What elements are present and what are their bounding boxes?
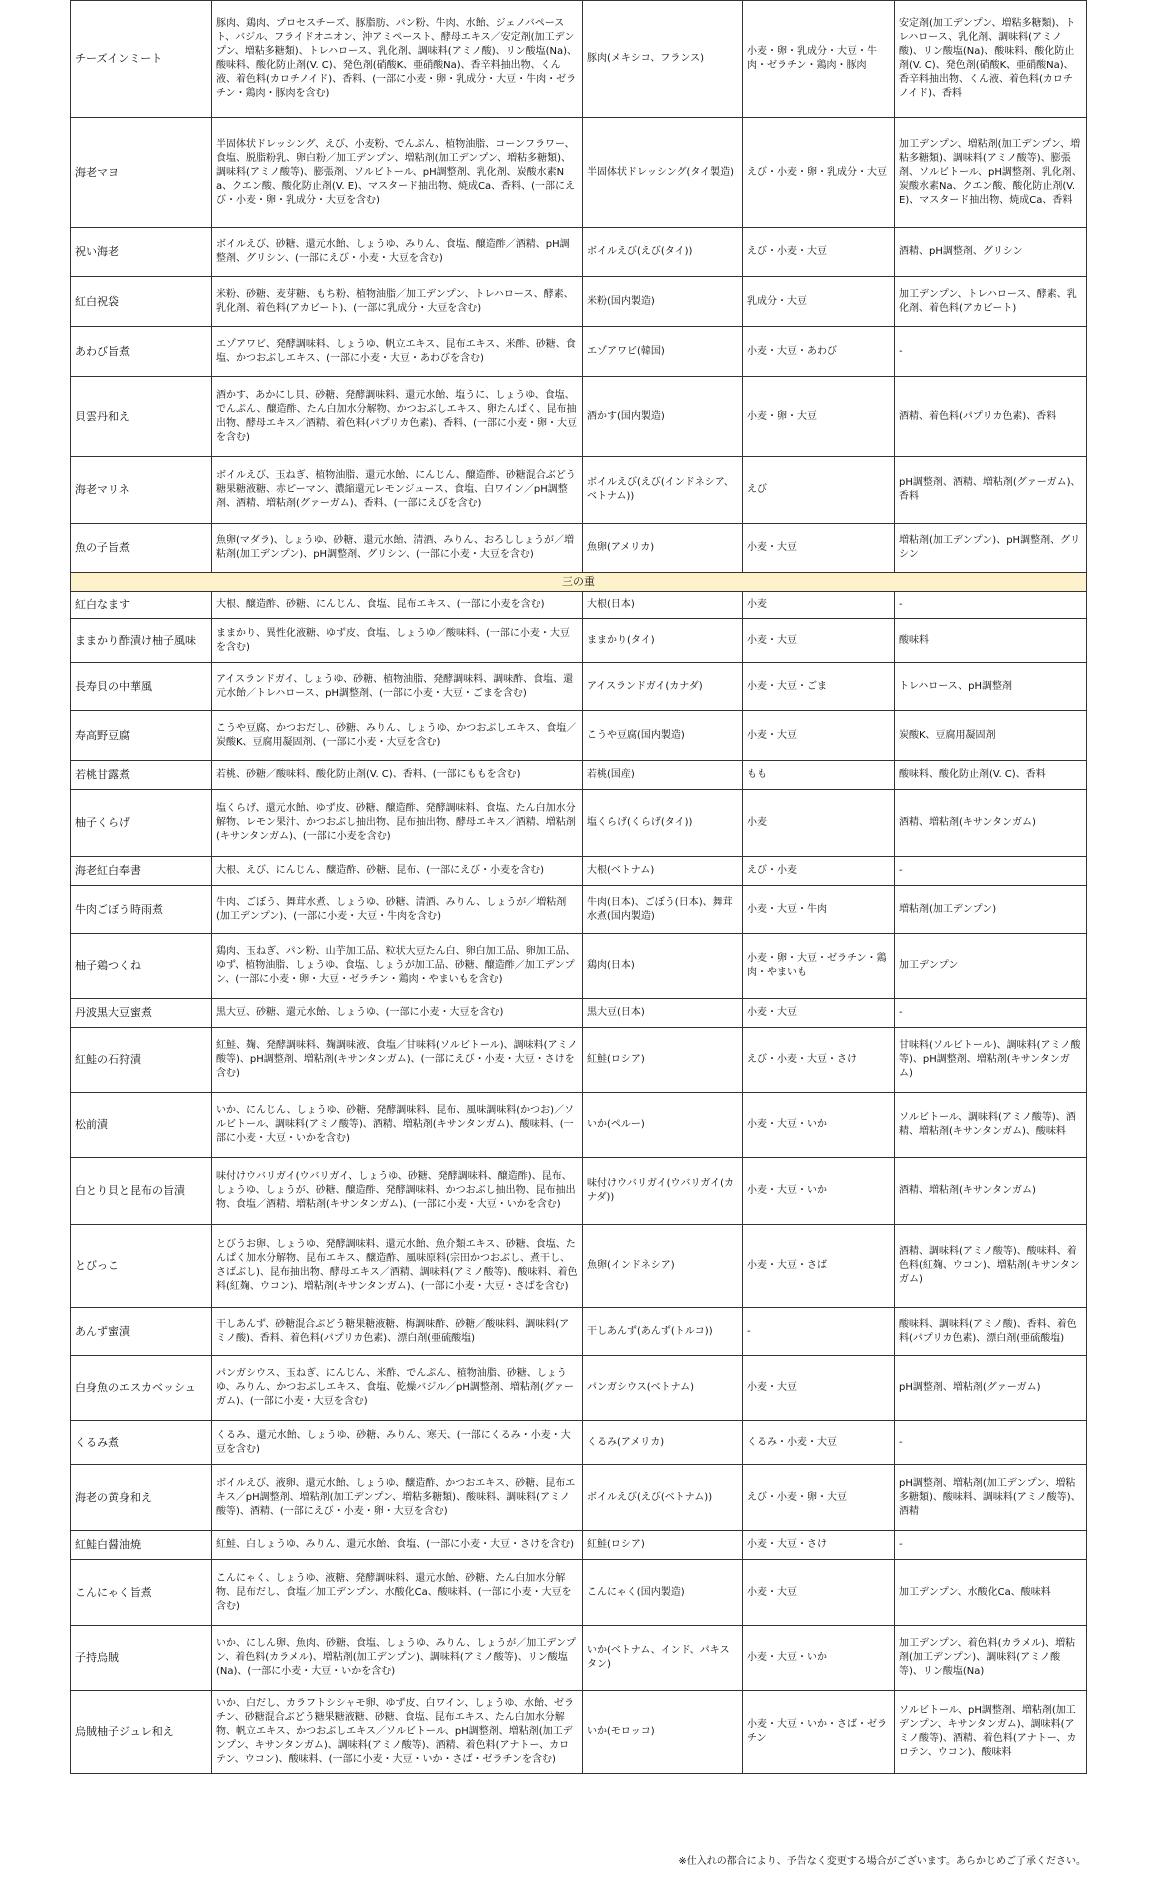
table-row xyxy=(71,1093,1087,1158)
origin-cell: 味付けウバリガイ(ウバリガイ(カナダ)) xyxy=(583,1158,743,1225)
product-name-cell: こんにゃく旨煮 xyxy=(71,1560,212,1626)
product-name-cell: 烏賊柚子ジュレ和え xyxy=(71,1691,212,1774)
origin-cell: エゾアワビ(韓国) xyxy=(583,327,743,377)
allergens-cell: えび xyxy=(743,457,895,524)
footnote: ※仕入れの都合により、予告なく変更する場合がございます。あらかじめご了承ください。 xyxy=(678,1856,1086,1867)
allergens-cell: 小麦・卵・乳成分・大豆・牛肉・ゼラチン・鶏肉・豚肉 xyxy=(743,1,895,118)
origin-cell: 魚卵(インドネシア) xyxy=(583,1225,743,1308)
additives-cell: 加工デンプン、水酸化Ca、酸味料 xyxy=(895,1560,1087,1626)
allergens-cell: 小麦・大豆 xyxy=(743,619,895,663)
product-name-cell: 魚の子旨煮 xyxy=(71,524,212,573)
origin-cell: 干しあんず(あんず(トルコ)) xyxy=(583,1308,743,1356)
origin-cell: パンガシウス(ベトナム) xyxy=(583,1356,743,1421)
additives-cell: 増粘剤(加工デンプン)、pH調整剤、グリシン xyxy=(895,524,1087,573)
product-name-cell: 白身魚のエスカベッシュ xyxy=(71,1356,212,1421)
table-row xyxy=(71,886,1087,934)
origin-cell: 魚卵(アメリカ) xyxy=(583,524,743,573)
additives-cell: 酸味料、酸化防止剤(V. C)、香料 xyxy=(895,761,1087,790)
table-row xyxy=(71,1225,1087,1308)
allergens-cell: 小麦・大豆 xyxy=(743,711,895,761)
allergens-cell: 小麦・大豆・あわび xyxy=(743,327,895,377)
ingredients-cell: いか、白だし、カラフトシシャモ卵、ゆず皮、白ワイン、しょうゆ、水飴、ゼラチン、砂糖混合ぶどう糖果糖液糖、砂糖、食塩、昆布エキス、たん白加水分解物、帆立エキス、かつおぶしエキス／ソルビトール、pH調整剤、増粘剤(加工デンプン、キサンタンガム)、調味料(アミノ酸等)、酒精、着色料(アナトー、カロテン、ウコン)、酸味料、(一部に小麦・大豆・いか・さば・ゼラチンを含む) xyxy=(212,1691,583,1774)
origin-cell: 大根(ベトナム) xyxy=(583,857,743,886)
origin-cell: 黒大豆(日本) xyxy=(583,999,743,1028)
additives-cell: 加工デンプン、着色料(カラメル)、増粘剤(加工デンプン)、調味料(アミノ酸等)、リン酸塩(Na) xyxy=(895,1626,1087,1691)
allergens-cell: 小麦・大豆・いか xyxy=(743,1158,895,1225)
product-name-cell: あんず蜜漬 xyxy=(71,1308,212,1356)
product-name-cell: ままかり酢漬け柚子風味 xyxy=(71,619,212,663)
table-row xyxy=(71,1308,1087,1356)
allergens-cell: えび・小麦・卵・大豆 xyxy=(743,1465,895,1531)
table-row xyxy=(71,1158,1087,1225)
origin-cell: 酒かす(国内製造) xyxy=(583,377,743,457)
table-row xyxy=(71,1028,1087,1093)
ingredients-cell: とびうお卵、しょうゆ、発酵調味料、還元水飴、魚介類エキス、砂糖、食塩、たんぱく加水分解物、昆布エキス、醸造酢、風味原料(宗田かつおぶし、煮干し、さばぶし)、昆布抽出物、酵母エキス／酒精、調味料(アミノ酸等)、酸味料、着色料(紅麹、ウコン)、増粘剤(キサンタンガム)、(一部に小麦・大豆・さばを含む) xyxy=(212,1225,583,1308)
ingredients-cell: パンガシウス、玉ねぎ、にんじん、米酢、でんぷん、植物油脂、砂糖、しょうゆ、みりん、かつおぶしエキス、食塩、乾燥バジル／pH調整剤、増粘剤(グァーガム)、(一部に小麦・大豆を含む) xyxy=(212,1356,583,1421)
product-name-cell: とびっこ xyxy=(71,1225,212,1308)
allergens-cell: 小麦・大豆 xyxy=(743,999,895,1028)
origin-cell: こんにゃく(国内製造) xyxy=(583,1560,743,1626)
origin-cell: ボイルえび(えび(タイ)) xyxy=(583,228,743,277)
additives-cell: トレハロース、pH調整剤 xyxy=(895,663,1087,711)
ingredients-cell: 大根、醸造酢、砂糖、にんじん、食塩、昆布エキス、(一部に小麦を含む) xyxy=(212,592,583,619)
ingredients-cell: こんにゃく、しょうゆ、液糖、発酵調味料、還元水飴、砂糖、たん白加水分解物、昆布だし、食塩／加工デンプン、水酸化Ca、酸味料、(一部に小麦・大豆を含む) xyxy=(212,1560,583,1626)
table-row xyxy=(71,761,1087,790)
allergens-cell: 小麦・卵・大豆 xyxy=(743,377,895,457)
allergens-cell: 小麦・大豆 xyxy=(743,1560,895,1626)
ingredients-cell: ボイルえび、玉ねぎ、植物油脂、還元水飴、にんじん、醸造酢、砂糖混合ぶどう糖果糖液糖、赤ピーマン、濃縮還元レモンジュース、食塩、白ワイン／pH調整剤、酒精、増粘剤(グァーガム)、香料、(一部にえびを含む) xyxy=(212,457,583,524)
allergens-cell: 小麦・大豆・さば xyxy=(743,1225,895,1308)
ingredients-cell: 牛肉、ごぼう、舞茸水煮、しょうゆ、砂糖、清酒、みりん、しょうが／増粘剤(加工デンプン)、(一部に小麦・大豆・牛肉を含む) xyxy=(212,886,583,934)
table-row xyxy=(71,1,1087,118)
additives-cell: 酒精、増粘剤(キサンタンガム) xyxy=(895,1158,1087,1225)
product-name-cell: あわび旨煮 xyxy=(71,327,212,377)
table-row xyxy=(71,1421,1087,1465)
origin-cell: 紅鮭(ロシア) xyxy=(583,1531,743,1560)
product-name-cell: 海老の黄身和え xyxy=(71,1465,212,1531)
table-row xyxy=(71,592,1087,619)
table-row xyxy=(71,1356,1087,1421)
table-row xyxy=(71,277,1087,327)
allergens-cell: えび・小麦・卵・乳成分・大豆 xyxy=(743,118,895,228)
product-name-cell: 寿高野豆腐 xyxy=(71,711,212,761)
allergens-cell: 乳成分・大豆 xyxy=(743,277,895,327)
ingredients-cell: 黒大豆、砂糖、還元水飴、しょうゆ、(一部に小麦・大豆を含む) xyxy=(212,999,583,1028)
origin-cell: ボイルえび(えび(インドネシア、ベトナム)) xyxy=(583,457,743,524)
ingredients-cell: 酒かす、あかにし貝、砂糖、発酵調味料、還元水飴、塩うに、しょうゆ、食塩、でんぷん、醸造酢、たん白加水分解物、かつおぶしエキス、卵たんぱく、昆布抽出物、酵母エキス／酒精、着色料(パプリカ色素)、香料、(一部に小麦・卵・大豆を含む) xyxy=(212,377,583,457)
additives-cell: 酒精、pH調整剤、グリシン xyxy=(895,228,1087,277)
table-row xyxy=(71,118,1087,228)
table-row xyxy=(71,524,1087,573)
ingredients-cell: ボイルえび、砂糖、還元水飴、しょうゆ、みりん、食塩、醸造酢／酒精、pH調整剤、グリシン、(一部にえび・小麦・大豆を含む) xyxy=(212,228,583,277)
ingredients-cell: 若桃、砂糖／酸味料、酸化防止剤(V. C)、香料、(一部にももを含む) xyxy=(212,761,583,790)
table-row xyxy=(71,1465,1087,1531)
product-name-cell: 紅白祝袋 xyxy=(71,277,212,327)
section-header-row xyxy=(71,573,1087,592)
additives-cell: 甘味料(ソルビトール)、調味料(アミノ酸等)、pH調整剤、増粘剤(キサンタンガム) xyxy=(895,1028,1087,1093)
table-row xyxy=(71,999,1087,1028)
table-row xyxy=(71,1626,1087,1691)
product-name-cell: 柚子くらげ xyxy=(71,790,212,857)
ingredients-cell: 半固体状ドレッシング、えび、小麦粉、でんぷん、植物油脂、コーンフラワー、食塩、脱脂粉乳、卵白粉／加工デンプン、増粘剤(加工デンプン、増粘多糖類)、調味料(アミノ酸等)、膨張剤、ソルビトール、pH調整剤、乳化剤、炭酸水素Na、クエン酸、酸化防止剤(V. E)、マスタード抽出物、焼成Ca、香料、(一部にえび・小麦・卵・乳成分・大豆を含む) xyxy=(212,118,583,228)
ingredients-cell: 塩くらげ、還元水飴、ゆず皮、砂糖、醸造酢、発酵調味料、食塩、たん白加水分解物、レモン果汁、かつおぶし抽出物、昆布抽出物、酵母エキス／酒精、増粘剤(キサンタンガム)、(一部に小麦を含む) xyxy=(212,790,583,857)
allergens-cell: えび・小麦・大豆 xyxy=(743,228,895,277)
additives-cell: 酸味料 xyxy=(895,619,1087,663)
product-name-cell: 丹波黒大豆蜜煮 xyxy=(71,999,212,1028)
ingredients-cell: 魚卵(マダラ)、しょうゆ、砂糖、還元水飴、清酒、みりん、おろししょうが／増粘剤(加工デンプン)、pH調整剤、グリシン、(一部に小麦・大豆を含む) xyxy=(212,524,583,573)
allergens-cell: えび・小麦・大豆・さけ xyxy=(743,1028,895,1093)
ingredients-cell: 大根、えび、にんじん、醸造酢、砂糖、昆布、(一部にえび・小麦を含む) xyxy=(212,857,583,886)
ingredients-cell: くるみ、還元水飴、しょうゆ、砂糖、みりん、寒天、(一部にくるみ・小麦・大豆を含む) xyxy=(212,1421,583,1465)
additives-cell: ソルビトール、調味料(アミノ酸等)、酒精、増粘剤(キサンタンガム)、酸味料 xyxy=(895,1093,1087,1158)
allergens-cell: 小麦・大豆・ごま xyxy=(743,663,895,711)
origin-cell: 塩くらげ(くらげ(タイ)) xyxy=(583,790,743,857)
ingredients-cell: 紅鮭、白しょうゆ、みりん、還元水飴、食塩、(一部に小麦・大豆・さけを含む) xyxy=(212,1531,583,1560)
additives-cell: - xyxy=(895,999,1087,1028)
allergens-cell: 小麦・大豆 xyxy=(743,524,895,573)
additives-cell: 加工デンプン、トレハロース、酵素、乳化剤、着色料(アカビート) xyxy=(895,277,1087,327)
section-title: 三の重 xyxy=(71,573,1087,592)
product-name-cell: 若桃甘露煮 xyxy=(71,761,212,790)
product-name-cell: 紅鮭の石狩漬 xyxy=(71,1028,212,1093)
additives-cell: ソルビトール、pH調整剤、増粘剤(加工デンプン、キサンタンガム)、調味料(アミノ酸等)、酒精、着色料(アナトー、カロテン、ウコン)、酸味料 xyxy=(895,1691,1087,1774)
allergens-cell: 小麦・大豆・いか・さば・ゼラチン xyxy=(743,1691,895,1774)
table-row xyxy=(71,857,1087,886)
ingredients-cell: いか、にんじん、しょうゆ、砂糖、発酵調味料、昆布、風味調味料(かつお)／ソルビトール、調味料(アミノ酸等)、酒精、増粘剤(キサンタンガム)、酸味料、(一部に小麦・大豆・いかを含む) xyxy=(212,1093,583,1158)
product-name-cell: 牛肉ごぼう時雨煮 xyxy=(71,886,212,934)
additives-cell: 安定剤(加工デンプン、増粘多糖類)、トレハロース、乳化剤、調味料(アミノ酸)、リン酸塩(Na)、酸味料、酸化防止剤(V. C)、発色剤(硝酸K、亜硝酸Na)、香辛料抽出物、くん液、着色料(カロチノイド)、香料 xyxy=(895,1,1087,118)
product-name-cell: 白とり貝と昆布の旨漬 xyxy=(71,1158,212,1225)
product-name-cell: 長寿貝の中華風 xyxy=(71,663,212,711)
product-name-cell: 子持烏賊 xyxy=(71,1626,212,1691)
ingredients-cell: いか、にしん卵、魚肉、砂糖、食塩、しょうゆ、みりん、しょうが／加工デンプン、着色料(カラメル)、増粘剤(加工デンプン)、調味料(アミノ酸等)、リン酸塩(Na)、(一部に小麦・大豆・いかを含む) xyxy=(212,1626,583,1691)
additives-cell: 炭酸K、豆腐用凝固剤 xyxy=(895,711,1087,761)
allergen-table-wrapper xyxy=(70,0,1086,1774)
additives-cell: pH調整剤、酒精、増粘剤(グァーガム)、香料 xyxy=(895,457,1087,524)
ingredients-cell: ボイルえび、液卵、還元水飴、しょうゆ、醸造酢、かつおエキス、砂糖、昆布エキス／pH調整剤、増粘剤(加工デンプン、増粘多糖類)、酸味料、調味料(アミノ酸等)、酒精、(一部にえび・小麦・卵・大豆を含む) xyxy=(212,1465,583,1531)
product-name-cell: チーズインミート xyxy=(71,1,212,118)
origin-cell: 半固体状ドレッシング(タイ製造) xyxy=(583,118,743,228)
allergens-cell: 小麦 xyxy=(743,592,895,619)
origin-cell: こうや豆腐(国内製造) xyxy=(583,711,743,761)
table-row xyxy=(71,327,1087,377)
additives-cell: pH調整剤、増粘剤(加工デンプン、増粘多糖類)、酸味料、調味料(アミノ酸等)、酒精 xyxy=(895,1465,1087,1531)
allergens-cell: - xyxy=(743,1308,895,1356)
additives-cell: - xyxy=(895,592,1087,619)
additives-cell: 増粘剤(加工デンプン) xyxy=(895,886,1087,934)
additives-cell: - xyxy=(895,327,1087,377)
ingredients-cell: ままかり、異性化液糖、ゆず皮、食塩、しょうゆ／酸味料、(一部に小麦・大豆を含む) xyxy=(212,619,583,663)
allergens-cell: 小麦・大豆・いか xyxy=(743,1626,895,1691)
origin-cell: 牛肉(日本)、ごぼう(日本)、舞茸水煮(国内製造) xyxy=(583,886,743,934)
origin-cell: いか(ペルー) xyxy=(583,1093,743,1158)
table-row xyxy=(71,790,1087,857)
allergens-cell: くるみ・小麦・大豆 xyxy=(743,1421,895,1465)
product-name-cell: 海老マリネ xyxy=(71,457,212,524)
table-row xyxy=(71,228,1087,277)
origin-cell: アイスランドガイ(カナダ) xyxy=(583,663,743,711)
ingredients-cell: 米粉、砂糖、麦芽糖、もち粉、植物油脂／加工デンプン、トレハロース、酵素、乳化剤、着色料(アカビート)、(一部に乳成分・大豆を含む) xyxy=(212,277,583,327)
ingredients-cell: 紅鮭、麹、発酵調味料、麹調味液、食塩／甘味料(ソルビトール)、調味料(アミノ酸等)、pH調整剤、増粘剤(キサンタンガム)、(一部にえび・小麦・大豆・さけを含む) xyxy=(212,1028,583,1093)
origin-cell: 豚肉(メキシコ、フランス) xyxy=(583,1,743,118)
table-row xyxy=(71,377,1087,457)
origin-cell: 鶏肉(日本) xyxy=(583,934,743,999)
additives-cell: 加工デンプン、増粘剤(加工デンプン、増粘多糖類)、調味料(アミノ酸等)、膨張剤、ソルビトール、pH調整剤、乳化剤、炭酸水素Na、クエン酸、酸化防止剤(V. E)、マスタード抽出物、焼成Ca、香料 xyxy=(895,118,1087,228)
origin-cell: 米粉(国内製造) xyxy=(583,277,743,327)
origin-cell: いか(ベトナム、インド、パキスタン) xyxy=(583,1626,743,1691)
origin-cell: 若桃(国産) xyxy=(583,761,743,790)
additives-cell: 酒精、調味料(アミノ酸等)、酸味料、着色料(紅麹、ウコン)、増粘剤(キサンタンガム) xyxy=(895,1225,1087,1308)
table-row xyxy=(71,934,1087,999)
ingredients-cell: 鶏肉、玉ねぎ、パン粉、山芋加工品、粒状大豆たん白、卵白加工品、卵加工品、ゆず、植物油脂、しょうゆ、食塩、しょうが加工品、砂糖、醸造酢／加工デンプン、(一部に小麦・卵・大豆・ゼラチン・鶏肉・やまいもを含む) xyxy=(212,934,583,999)
product-name-cell: 紅鮭白醤油焼 xyxy=(71,1531,212,1560)
allergen-table xyxy=(70,0,1087,1774)
additives-cell: 加工デンプン xyxy=(895,934,1087,999)
origin-cell: 紅鮭(ロシア) xyxy=(583,1028,743,1093)
table-row xyxy=(71,1691,1087,1774)
origin-cell: いか(モロッコ) xyxy=(583,1691,743,1774)
origin-cell: ままかり(タイ) xyxy=(583,619,743,663)
allergens-cell: 小麦・大豆 xyxy=(743,1356,895,1421)
product-name-cell: 柚子鶏つくね xyxy=(71,934,212,999)
product-name-cell: くるみ煮 xyxy=(71,1421,212,1465)
allergens-cell: 小麦 xyxy=(743,790,895,857)
table-row xyxy=(71,1560,1087,1626)
ingredients-cell: こうや豆腐、かつおだし、砂糖、みりん、しょうゆ、かつおぶしエキス、食塩／炭酸K、豆腐用凝固剤、(一部に小麦・大豆を含む) xyxy=(212,711,583,761)
allergens-cell: 小麦・大豆・いか xyxy=(743,1093,895,1158)
origin-cell: 大根(日本) xyxy=(583,592,743,619)
additives-cell: - xyxy=(895,1421,1087,1465)
additives-cell: 酒精、増粘剤(キサンタンガム) xyxy=(895,790,1087,857)
allergens-cell: えび・小麦 xyxy=(743,857,895,886)
table-row xyxy=(71,711,1087,761)
ingredients-cell: 干しあんず、砂糖混合ぶどう糖果糖液糖、梅調味酢、砂糖／酸味料、調味料(アミノ酸)、香料、着色料(パプリカ色素)、漂白剤(亜硫酸塩) xyxy=(212,1308,583,1356)
table-row xyxy=(71,619,1087,663)
product-name-cell: 海老紅白奉書 xyxy=(71,857,212,886)
table-row xyxy=(71,1531,1087,1560)
additives-cell: - xyxy=(895,857,1087,886)
ingredients-cell: 味付けウバリガイ(ウバリガイ、しょうゆ、砂糖、発酵調味料、醸造酢)、昆布、しょうゆ、しょうが、砂糖、醸造酢、発酵調味料、かつおぶし抽出物、昆布抽出物、食塩／酒精、増粘剤(キサンタンガム)、(一部に小麦・大豆・いかを含む) xyxy=(212,1158,583,1225)
ingredients-cell: アイスランドガイ、しょうゆ、砂糖、植物油脂、発酵調味料、調味酢、食塩、還元水飴／トレハロース、pH調整剤、(一部に小麦・大豆・ごまを含む) xyxy=(212,663,583,711)
additives-cell: 酸味料、調味料(アミノ酸)、香料、着色料(パプリカ色素)、漂白剤(亜硫酸塩) xyxy=(895,1308,1087,1356)
additives-cell: pH調整剤、増粘剤(グァーガム) xyxy=(895,1356,1087,1421)
ingredients-cell: エゾアワビ、発酵調味料、しょうゆ、帆立エキス、昆布エキス、米酢、砂糖、食塩、かつおぶしエキス、(一部に小麦・大豆・あわびを含む) xyxy=(212,327,583,377)
product-name-cell: 海老マヨ xyxy=(71,118,212,228)
allergens-cell: 小麦・卵・大豆・ゼラチン・鶏肉・やまいも xyxy=(743,934,895,999)
additives-cell: - xyxy=(895,1531,1087,1560)
allergens-cell: 小麦・大豆・さけ xyxy=(743,1531,895,1560)
product-name-cell: 松前漬 xyxy=(71,1093,212,1158)
table-body xyxy=(71,1,1087,1774)
product-name-cell: 貝雲丹和え xyxy=(71,377,212,457)
origin-cell: ボイルえび(えび(ベトナム)) xyxy=(583,1465,743,1531)
additives-cell: 酒精、着色料(パプリカ色素)、香料 xyxy=(895,377,1087,457)
table-row xyxy=(71,457,1087,524)
origin-cell: くるみ(アメリカ) xyxy=(583,1421,743,1465)
ingredients-cell: 豚肉、鶏肉、プロセスチーズ、豚脂肪、パン粉、牛肉、水飴、ジェノバペースト、バジル、フライドオニオン、沖アミペースト、酵母エキス／安定剤(加工デンプン、増粘多糖類)、トレハロース、乳化剤、調味料(アミノ酸)、リン酸塩(Na)、酸味料、酸化防止剤(V. C)、発色剤(硝酸K、亜硝酸Na)、香辛料抽出物、くん液、着色料(カロチノイド)、香料、(一部に小麦・卵・乳成分・大豆・牛肉・ゼラチン・鶏肉・豚肉を含む) xyxy=(212,1,583,118)
table-row xyxy=(71,663,1087,711)
product-name-cell: 紅白なます xyxy=(71,592,212,619)
allergens-cell: もも xyxy=(743,761,895,790)
product-name-cell: 祝い海老 xyxy=(71,228,212,277)
allergens-cell: 小麦・大豆・牛肉 xyxy=(743,886,895,934)
